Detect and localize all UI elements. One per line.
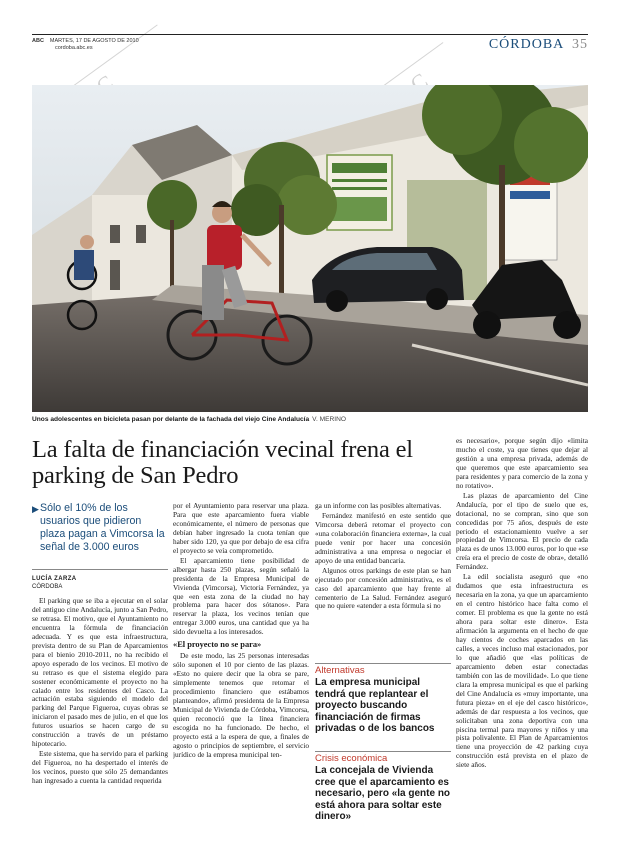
pull-quote-text: La concejala de Vivienda cree que el aparcamiento es necesario, pero «la gente no está ahora para soltar este dinero» — [315, 765, 451, 823]
pull-quote-1 — [315, 663, 451, 735]
summary-divider — [32, 569, 168, 570]
article-summary — [32, 502, 168, 554]
date-label: MARTES, 17 DE AGOSTO DE 2010 — [49, 38, 139, 44]
paragraph: Fernández manifestó en este sentido que Vimcorsa deberá retomar el proyecto con «una colaboración financiera externa», la cual puede venir por hacer una concesión administrativa a una empresa o negociar el apoyo de una entidad bancaria. — [315, 510, 451, 565]
page-number: 35 — [572, 37, 588, 52]
summary-text: Sólo el 10% de los usuarios que pidieron plaza pagan a Vimcorsa la señal de 3.000 euros — [40, 502, 165, 553]
subheading: «El proyecto no se para» — [173, 640, 262, 650]
photo-illustration — [32, 85, 588, 412]
paragraph: De este modo, las 25 personas interesadas sólo suponen el 10 por ciento de las plazas. «Esto no quiere decir que la obra se pare, simplemente tenemos que retomar el procedimiento financiero que estábamos planteando», afirmó presidenta de la Empresa Municipal de Vivienda de Córdoba, Vimcorsa, quien reconoció que la línea financiera escogida no ha funcionado. De hecho, el proyecto está a la espera de que, a finales de agosto o principios de septiembre, el servicio jurídico de la empresa municipal ten- — [173, 651, 309, 759]
paragraph: La edil socialista aseguró que «no dudamos que esta infraestructura es necesaria en la zona, ya que un aparcamiento en el centro histórico hace falta como el comer. El problema es que la gente no está ahora para soltar este dinero». Esta afirmación la argumenta en el hecho de que hay cientos de coches aparcados en las calles, a veces incluso mal estacionados, por lo que añadió que «las políticas de aparcamiento deben estar conectadas también con las de movilidad». Lo que tiene clara la empresa municipal es que el parking del Cine Andalucía es «muy importante, una futura pieza» en el eje del casco histórico», además de dar respuesta a los vecinos, que solicitaban una zona deportiva con una piscina termal para mayores y niños y una pista polivalente. El Plan de Aparcamientos tiene una proyección de 42 parking cuya construcción está prevista en el plazo de siete años. — [456, 572, 588, 770]
byline — [32, 575, 77, 591]
news-photo — [32, 85, 588, 412]
paragraph: por el Ayuntamiento para reservar una plaza. Para que este aparcamiento fuera viable económicamente, el número de personas que debían haber ingresado la cuota tenían que haber sido 120, ya que por debajo de esa cifra el proyecto se veía comprometido. — [173, 502, 309, 555]
paragraph: El parking que se iba a ejecutar en el solar del antiguo cine Andalucía, junto a San Pedro, se retrasa. El motivo, que el Ayuntamiento no encuentra la fórmula de financiación adecuada. Y es que esta infraestructura, prevista dentro de su Plan de Aparcamientos para el bienio 2010-2011, no ha recibido el apoyo esperado de los vecinos. El motivo de su retraso es que el sistema elegido para sostener económicamente el proyecto no ha calado entre los residentes del Casco. La actuación estaba siguiendo el modelo del parking del Parque Figueroa, cuyas obras se iniciaron el pasado mes de julio, en el que los futuros usuarios se hacen cargo de su construcción a través de un préstamo hipotecario. — [32, 597, 168, 749]
caption-text: Unos adolescentes en bicicleta pasan por delante de la fachada del viejo Cine Andalucía — [32, 416, 310, 423]
pull-quote-2 — [315, 751, 451, 823]
article-column-4 — [456, 437, 588, 820]
section-name: CÓRDOBA — [488, 37, 564, 52]
author-name: LUCÍA ZARZA — [32, 576, 77, 582]
paragraph: ga un informe con las posibles alternativas. — [315, 502, 442, 510]
pull-quote-kicker: Crisis económica — [315, 751, 451, 764]
url-label: cordoba.abc.es — [55, 45, 93, 51]
triangle-bullet-icon: ▶ — [32, 504, 39, 514]
article-column-3 — [315, 502, 451, 657]
headline: La falta de financiación vecinal frena el parking de San Pedro — [32, 436, 413, 489]
paragraph: Las plazas de aparcamiento del Cine Andalucía, por el tipo de suelo que es, dotacional, no se compran, sino que son concedidas por 75 años, después de este periodo el estacionamiento vuelve a ser propiedad de Vimcorsa. El precio de cada plaza es de unos 13.000 euros, por lo que «se creía era el precio de coste de obra», detalló Fernández. — [456, 490, 588, 572]
pull-quote-kicker: Alternativas — [315, 663, 451, 676]
brand-label: ABC — [32, 38, 44, 44]
paragraph: Este sistema, que ha servido para el parking del Figueroa, no ha despertado el interés de los vecinos, puesto que sólo 25 demandantes han ingresado a cuenta la cantidad requerida — [32, 749, 168, 786]
byline-place: CÓRDOBA — [32, 584, 63, 590]
paragraph: Algunos otros parkings de este plan se han ejecutado por concesión administrativa, es el caso del aparcamiento que hay frente al cementerio de La Salud. Fernández aseguró que no quiere «atender a esta fórmula si no — [315, 565, 451, 611]
photo-caption — [32, 416, 588, 423]
article-column-2 — [173, 502, 309, 820]
page-header — [32, 34, 588, 56]
section-title — [489, 37, 588, 53]
header-meta — [32, 38, 139, 52]
article-column-1 — [32, 597, 168, 819]
paragraph: El aparcamiento tiene posibilidad de albergar hasta 250 plazas, según señaló la presidenta de la Empresa Municipal de Vivienda (Vimcorsa), Victoria Fernández, ya que «en esta zona de la ciudad no hay problema para hacer dos sótanos». Para reservar la plaza, los vecinos tenían que entregar 3.000 euros, una cantidad que ya ha sido devuelta a los interesados. — [173, 555, 309, 637]
pull-quote-text: La empresa municipal tendrá que replantear el proyecto buscando financiación de firmas privadas o de los bancos — [315, 677, 435, 735]
photo-credit: V. MERINO — [312, 416, 346, 423]
paragraph: es necesario», porque según dijo «limita mucho el coste, ya que tienes que dejar al gestión a una empresa privada, además de que queremos que este aparcamiento sea para residentes y para comercio de la zona y no rotativo». — [456, 437, 588, 490]
